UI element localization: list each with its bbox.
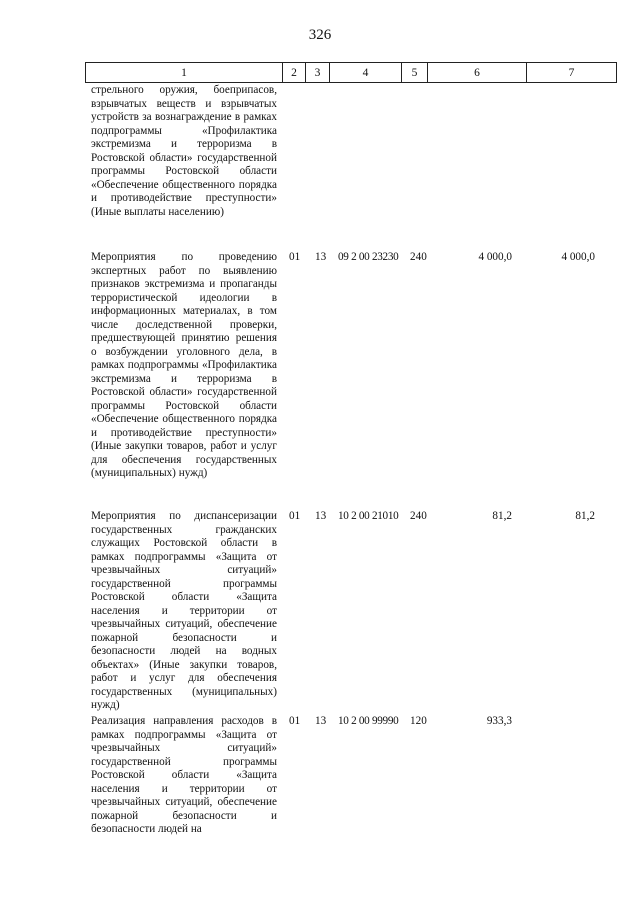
subsection-code: 13: [315, 251, 327, 263]
amount-col-7: 81,2: [575, 510, 595, 522]
header-col-6: 6: [428, 63, 527, 83]
section-code: 01: [289, 715, 301, 727]
section-code: 01: [289, 510, 301, 522]
amount-col-6: 81,2: [492, 510, 512, 522]
target-article-code: 10 2 00 21010: [338, 510, 399, 522]
header-col-3: 3: [306, 63, 330, 83]
header-col-4: 4: [330, 63, 402, 83]
subsection-code: 13: [315, 510, 327, 522]
amount-col-7: 4 000,0: [561, 251, 595, 263]
subsection-code: 13: [315, 715, 327, 727]
header-col-5: 5: [402, 63, 428, 83]
target-article-code: 10 2 00 99990: [338, 715, 399, 727]
row-description: Реализация направления расходов в рамках подпрограммы «Защита от чрезвычайных ситуаций» государственной программы Ростовской области «Защита населения и территории от чрезвычайных ситуаций, обеспечение пожарной безопасности и безопасности людей на: [91, 715, 277, 835]
expense-type-code: 240: [410, 251, 427, 263]
header-col-2: 2: [283, 63, 306, 83]
amount-col-6: 933,3: [486, 715, 512, 727]
expense-type-code: 240: [410, 510, 427, 522]
row-description: Мероприятия по диспансеризации государственных гражданских служащих Ростовской области в рамках подпрограммы «Защита от чрезвычайных ситуаций» государственной программы Ростовской области «Защита населения и территории от чрезвычайных ситуаций, обеспечение пожарной безопасности и безопасности людей на водных объектах» (Иные закупки товаров, работ и услуг для обеспечения государственных (муниципальных) нужд): [91, 510, 277, 711]
header-col-7: 7: [527, 63, 617, 83]
expense-type-code: 120: [410, 715, 427, 727]
target-article-code: 09 2 00 23230: [338, 251, 399, 263]
page-number: 326: [308, 27, 332, 43]
header-col-1: 1: [86, 63, 283, 83]
column-header-row: [85, 62, 617, 83]
row-description: стрельного оружия, боеприпасов, взрывчатых веществ и взрывчатых устройств за вознаграждение в рамках подпрограммы «Профилактика экстремизма и терроризма в Ростовской области» государственной программы Ростовской области «Обеспечение общественного порядка и противодействие преступности» (Иные выплаты населению): [91, 84, 277, 218]
section-code: 01: [289, 251, 301, 263]
amount-col-6: 4 000,0: [478, 251, 512, 263]
row-description: Мероприятия по проведению экспертных работ по выявлению признаков экстремизма и пропаганды террористической идеологии в информационных материалах, в том числе доследственной проверки, предшествующей принятию решения о возбуждении уголовного дела, в рамках подпрограммы «Профилактика экстремизма и терроризма в Ростовской области» государственной программы Ростовской области «Обеспечение общественного порядка и противодействие преступности» (Иные закупки товаров, работ и услуг для обеспечения государственных (муниципальных) нужд): [91, 251, 277, 479]
